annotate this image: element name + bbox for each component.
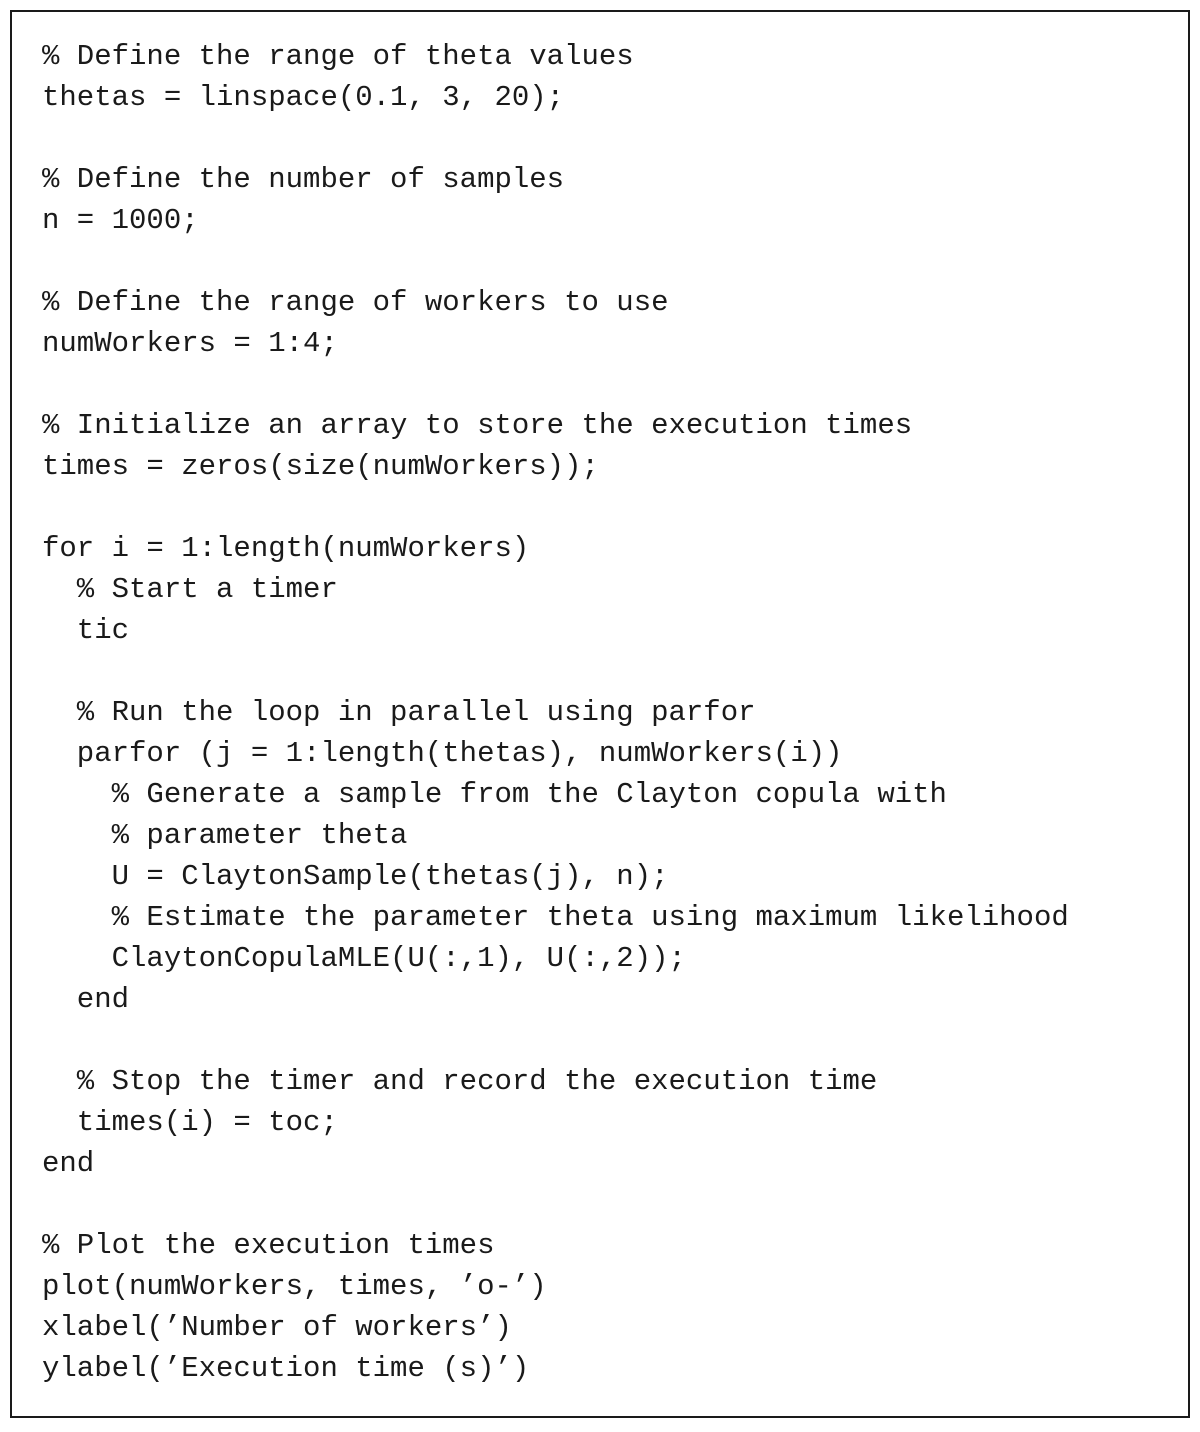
code-line: times = zeros(size(numWorkers)); <box>42 450 599 483</box>
code-line: % Start a timer <box>42 573 338 606</box>
code-line: ClaytonCopulaMLE(U(:,1), U(:,2)); <box>42 942 686 975</box>
code-line: plot(numWorkers, times, ’o-’) <box>42 1270 547 1303</box>
code-line: % parameter theta <box>42 819 408 852</box>
code-line: parfor (j = 1:length(thetas), numWorkers(i)) <box>42 737 843 770</box>
code-line: ylabel(’Execution time (s)’) <box>42 1352 530 1385</box>
code-line: % Define the range of workers to use <box>42 286 669 319</box>
code-line: % Stop the timer and record the execution time <box>42 1065 878 1098</box>
code-line <box>42 364 1069 405</box>
code-line <box>42 487 1069 528</box>
code-line: % Run the loop in parallel using parfor <box>42 696 756 729</box>
code-listing <box>42 36 1069 1389</box>
code-line <box>42 1020 1069 1061</box>
code-line: % Initialize an array to store the execution times <box>42 409 913 442</box>
code-line: % Define the number of samples <box>42 163 565 196</box>
code-line: % Plot the execution times <box>42 1229 495 1262</box>
code-line: n = 1000; <box>42 204 199 237</box>
code-line: tic <box>42 614 130 647</box>
code-line: thetas = linspace(0.1, 3, 20); <box>42 81 565 114</box>
code-line: end <box>42 1147 95 1180</box>
code-line <box>42 241 1069 282</box>
code-line: xlabel(’Number of workers’) <box>42 1311 512 1344</box>
code-line <box>42 118 1069 159</box>
code-line <box>42 651 1069 692</box>
code-line: U = ClaytonSample(thetas(j), n); <box>42 860 669 893</box>
code-line: end <box>42 983 130 1016</box>
code-line: times(i) = toc; <box>42 1106 338 1139</box>
code-line: % Estimate the parameter theta using maximum likelihood <box>42 901 1069 934</box>
code-line: % Define the range of theta values <box>42 40 634 73</box>
code-listing-frame <box>10 10 1190 1418</box>
code-line <box>42 1184 1069 1225</box>
code-line: numWorkers = 1:4; <box>42 327 338 360</box>
code-line: % Generate a sample from the Clayton copula with <box>42 778 947 811</box>
code-line: for i = 1:length(numWorkers) <box>42 532 530 565</box>
